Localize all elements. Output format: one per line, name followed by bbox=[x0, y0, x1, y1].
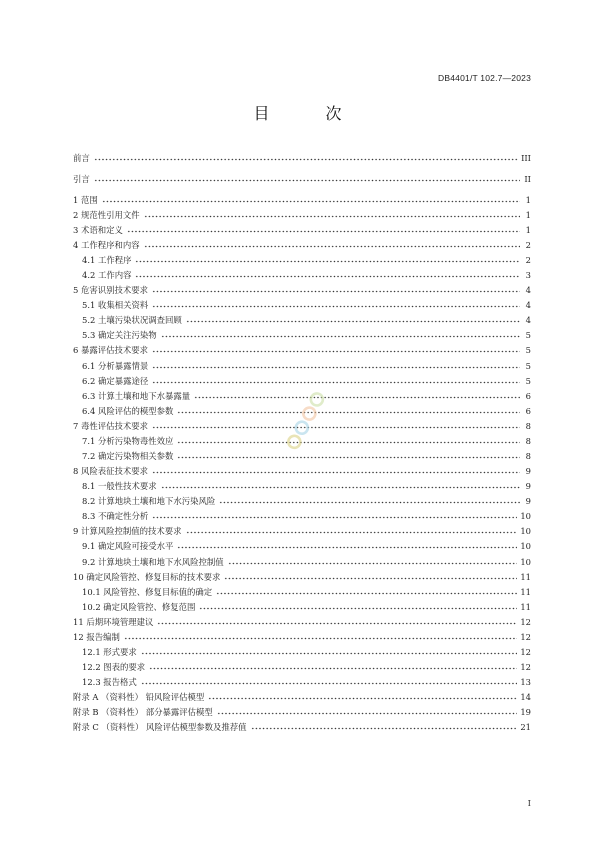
watermark-ring-4 bbox=[309, 391, 325, 407]
toc-entry[interactable] bbox=[73, 192, 531, 207]
toc-entry-page: 1 bbox=[525, 194, 531, 205]
toc-leader-dots bbox=[161, 335, 520, 338]
toc-entry-page: 4 bbox=[525, 285, 531, 296]
toc-entry-label: 5.2 土壤污染状况调查回顾 bbox=[82, 315, 182, 326]
toc-entry-page: II bbox=[524, 173, 531, 184]
toc-entry-page: 3 bbox=[525, 270, 531, 281]
toc-entry-label: 11 后期环境管理建议 bbox=[73, 616, 154, 627]
toc-entry[interactable] bbox=[73, 494, 531, 509]
toc-leader-dots bbox=[216, 592, 517, 595]
toc-entry[interactable] bbox=[73, 720, 531, 735]
toc-entry-page: 1 bbox=[525, 224, 531, 235]
toc-entry[interactable] bbox=[73, 313, 531, 328]
toc-entry[interactable] bbox=[73, 252, 531, 267]
toc-entry[interactable] bbox=[73, 358, 531, 373]
toc-leader-dots bbox=[152, 366, 520, 369]
toc-entry-label: 10 确定风险管控、修复目标的技术要求 bbox=[73, 571, 221, 582]
toc-entry-page: 13 bbox=[520, 677, 531, 688]
toc-leader-dots bbox=[217, 712, 518, 715]
toc-entry[interactable] bbox=[73, 599, 531, 614]
toc-entry-label: 10.1 风险管控、修复目标值的确定 bbox=[82, 586, 213, 597]
toc-leader-dots bbox=[177, 546, 517, 549]
toc-entry-label: 12.1 形式要求 bbox=[82, 647, 137, 658]
toc-leader-dots bbox=[144, 245, 520, 248]
toc-entry[interactable] bbox=[73, 268, 531, 283]
toc-entry-page: 12 bbox=[520, 647, 531, 658]
toc-entry-label: 2 规范性引用文件 bbox=[73, 209, 140, 220]
toc-entry-page: 12 bbox=[520, 631, 531, 642]
toc-entry-label: 8 风险表征技术要求 bbox=[73, 466, 148, 477]
toc-leader-dots bbox=[102, 200, 520, 203]
toc-entry-label: 5.1 收集相关资料 bbox=[82, 300, 149, 311]
toc-entry[interactable] bbox=[73, 150, 531, 165]
toc-leader-dots bbox=[208, 697, 517, 700]
toc-entry[interactable] bbox=[73, 283, 531, 298]
toc-entry-label: 9.2 计算地块土壤和地下水风险控制值 bbox=[82, 556, 224, 567]
toc-leader-dots bbox=[251, 727, 518, 730]
toc-entry-label: 6.2 确定暴露途径 bbox=[82, 375, 149, 386]
toc-leader-dots bbox=[94, 179, 520, 182]
toc-entry-label: 附录 B （资料性） 部分暴露评估模型 bbox=[73, 707, 213, 718]
toc-leader-dots bbox=[124, 637, 518, 640]
toc-leader-dots bbox=[199, 607, 517, 610]
toc-entry[interactable] bbox=[73, 539, 531, 554]
toc-entry-page: 5 bbox=[525, 330, 531, 341]
toc-entry-page: 2 bbox=[525, 239, 531, 250]
toc-entry-label: 7.2 确定污染物相关参数 bbox=[82, 451, 174, 462]
toc-entry-page: 21 bbox=[520, 722, 531, 733]
toc-entry-page: 11 bbox=[520, 571, 531, 582]
toc-leader-dots bbox=[152, 290, 520, 293]
toc-entry[interactable] bbox=[73, 237, 531, 252]
toc-entry-page: 8 bbox=[525, 451, 531, 462]
toc-leader-dots bbox=[152, 516, 517, 519]
toc-entry-label: 1 范围 bbox=[73, 194, 98, 205]
toc-entry[interactable] bbox=[73, 464, 531, 479]
toc-entry[interactable] bbox=[73, 171, 531, 186]
toc-entry-page: 4 bbox=[525, 300, 531, 311]
toc-entry-label: 前言 bbox=[73, 152, 90, 163]
toc-entry-page: 14 bbox=[520, 692, 531, 703]
toc-entry-page: 5 bbox=[525, 360, 531, 371]
toc-leader-dots bbox=[152, 305, 520, 308]
toc-entry[interactable] bbox=[73, 479, 531, 494]
toc-leader-dots bbox=[194, 396, 520, 399]
toc-leader-dots bbox=[219, 501, 520, 504]
toc-entry-label: 12 报告编制 bbox=[73, 631, 120, 642]
toc-entry-page: 1 bbox=[525, 209, 531, 220]
toc-leader-dots bbox=[186, 320, 520, 323]
toc-entry-label: 6.4 风险评估的模型参数 bbox=[82, 405, 174, 416]
toc-leader-dots bbox=[141, 682, 518, 685]
toc-entry-page: 6 bbox=[525, 390, 531, 401]
toc-entry-page: 10 bbox=[520, 511, 531, 522]
toc-entry-label: 7.1 分析污染物毒性效应 bbox=[82, 435, 174, 446]
toc-leader-dots bbox=[152, 471, 520, 474]
toc-entry-label: 3 术语和定义 bbox=[73, 224, 123, 235]
toc-entry-label: 12.2 图表的要求 bbox=[82, 662, 146, 673]
toc-entry-page: 5 bbox=[525, 345, 531, 356]
toc-leader-dots bbox=[186, 531, 518, 534]
toc-entry-page: 11 bbox=[520, 601, 531, 612]
toc-entry-label: 9 计算风险控制值的技术要求 bbox=[73, 526, 182, 537]
toc-leader-dots bbox=[149, 667, 517, 670]
toc-entry-label: 附录 C （资料性） 风险评估模型参数及推荐值 bbox=[73, 722, 247, 733]
toc-entry-page: 5 bbox=[525, 375, 531, 386]
toc-entry-label: 6.3 计算土壤和地下水暴露量 bbox=[82, 390, 191, 401]
toc-entry-label: 10.2 确定风险管控、修复范围 bbox=[82, 601, 196, 612]
toc-entry[interactable] bbox=[73, 629, 531, 644]
toc-entry-page: 9 bbox=[525, 496, 531, 507]
toc-entry[interactable] bbox=[73, 509, 531, 524]
toc-entry[interactable] bbox=[73, 298, 531, 313]
toc-entry-label: 9.1 确定风险可接受水平 bbox=[82, 541, 174, 552]
toc-entry-label: 附录 A （资料性） 铅风险评估模型 bbox=[73, 692, 205, 703]
toc-entry-page: 9 bbox=[525, 481, 531, 492]
toc-entry-page: 6 bbox=[525, 405, 531, 416]
toc-entry[interactable] bbox=[73, 675, 531, 690]
toc-entry-page: 9 bbox=[525, 466, 531, 477]
toc-entry-page: III bbox=[521, 152, 531, 163]
toc-entry-label: 6 暴露评估技术要求 bbox=[73, 345, 148, 356]
toc-entry[interactable] bbox=[73, 222, 531, 237]
watermark-ring-2 bbox=[294, 420, 310, 436]
toc-entry-label: 12.3 报告格式 bbox=[82, 677, 137, 688]
toc-entry-page: 11 bbox=[520, 586, 531, 597]
toc-entry[interactable] bbox=[73, 705, 531, 720]
toc-entry-page: 4 bbox=[525, 315, 531, 326]
toc-leader-dots bbox=[224, 577, 517, 580]
toc-leader-dots bbox=[144, 215, 520, 218]
toc-entry-page: 19 bbox=[520, 707, 531, 718]
document-number: DB4401/T 102.7—2023 bbox=[438, 73, 531, 83]
toc-leader-dots bbox=[135, 260, 520, 263]
toc-entry[interactable] bbox=[73, 690, 531, 705]
toc-leader-dots bbox=[228, 562, 518, 565]
toc-leader-dots bbox=[161, 486, 520, 489]
toc-leader-dots bbox=[141, 652, 518, 655]
toc-entry[interactable] bbox=[73, 343, 531, 358]
toc-entry-page: 8 bbox=[525, 435, 531, 446]
watermark-ring-3 bbox=[301, 405, 317, 421]
toc-entry-label: 8.3 不确定性分析 bbox=[82, 511, 149, 522]
toc-entry-label: 6.1 分析暴露情景 bbox=[82, 360, 149, 371]
toc-entry[interactable] bbox=[73, 554, 531, 569]
toc-entry-label: 4.2 工作内容 bbox=[82, 270, 132, 281]
watermark-ring-1 bbox=[286, 434, 302, 450]
toc-entry-page: 10 bbox=[520, 541, 531, 552]
toc-entry-label: 4.1 工作程序 bbox=[82, 255, 132, 265]
toc-entry-page: 2 bbox=[525, 255, 531, 265]
toc-entry[interactable] bbox=[73, 569, 531, 584]
toc-leader-dots bbox=[152, 350, 520, 353]
toc-entry-page: 10 bbox=[520, 556, 531, 567]
toc-entry-page: 12 bbox=[520, 616, 531, 627]
toc-leader-dots bbox=[157, 622, 517, 625]
toc-entry-label: 8.2 计算地块土壤和地下水污染风险 bbox=[82, 496, 216, 507]
toc-entry[interactable] bbox=[73, 660, 531, 675]
toc-leader-dots bbox=[127, 230, 520, 233]
toc-leader-dots bbox=[94, 158, 518, 161]
toc-entry[interactable] bbox=[73, 524, 531, 539]
toc-entry[interactable] bbox=[73, 584, 531, 599]
toc-entry-label: 5 危害识别技术要求 bbox=[73, 285, 148, 296]
toc-entry[interactable] bbox=[73, 614, 531, 629]
page-number: I bbox=[527, 799, 531, 809]
toc-entry-label: 8.1 一般性技术要求 bbox=[82, 481, 157, 492]
toc-entry-page: 10 bbox=[520, 526, 531, 537]
toc-entry-label: 引言 bbox=[73, 173, 90, 184]
toc-entry-label: 5.3 确定关注污染物 bbox=[82, 330, 157, 341]
toc-entry-label: 7 毒性评估技术要求 bbox=[73, 420, 148, 431]
watermark-logo bbox=[262, 378, 352, 458]
page-title: 目 次 bbox=[253, 104, 362, 123]
toc-entry-page: 8 bbox=[525, 420, 531, 431]
toc-entry[interactable] bbox=[73, 328, 531, 343]
toc-entry[interactable] bbox=[73, 207, 531, 222]
toc-entry-page: 12 bbox=[520, 662, 531, 673]
toc-leader-dots bbox=[135, 275, 520, 278]
toc-entry[interactable] bbox=[73, 645, 531, 660]
toc-entry-label: 4 工作程序和内容 bbox=[73, 239, 140, 250]
